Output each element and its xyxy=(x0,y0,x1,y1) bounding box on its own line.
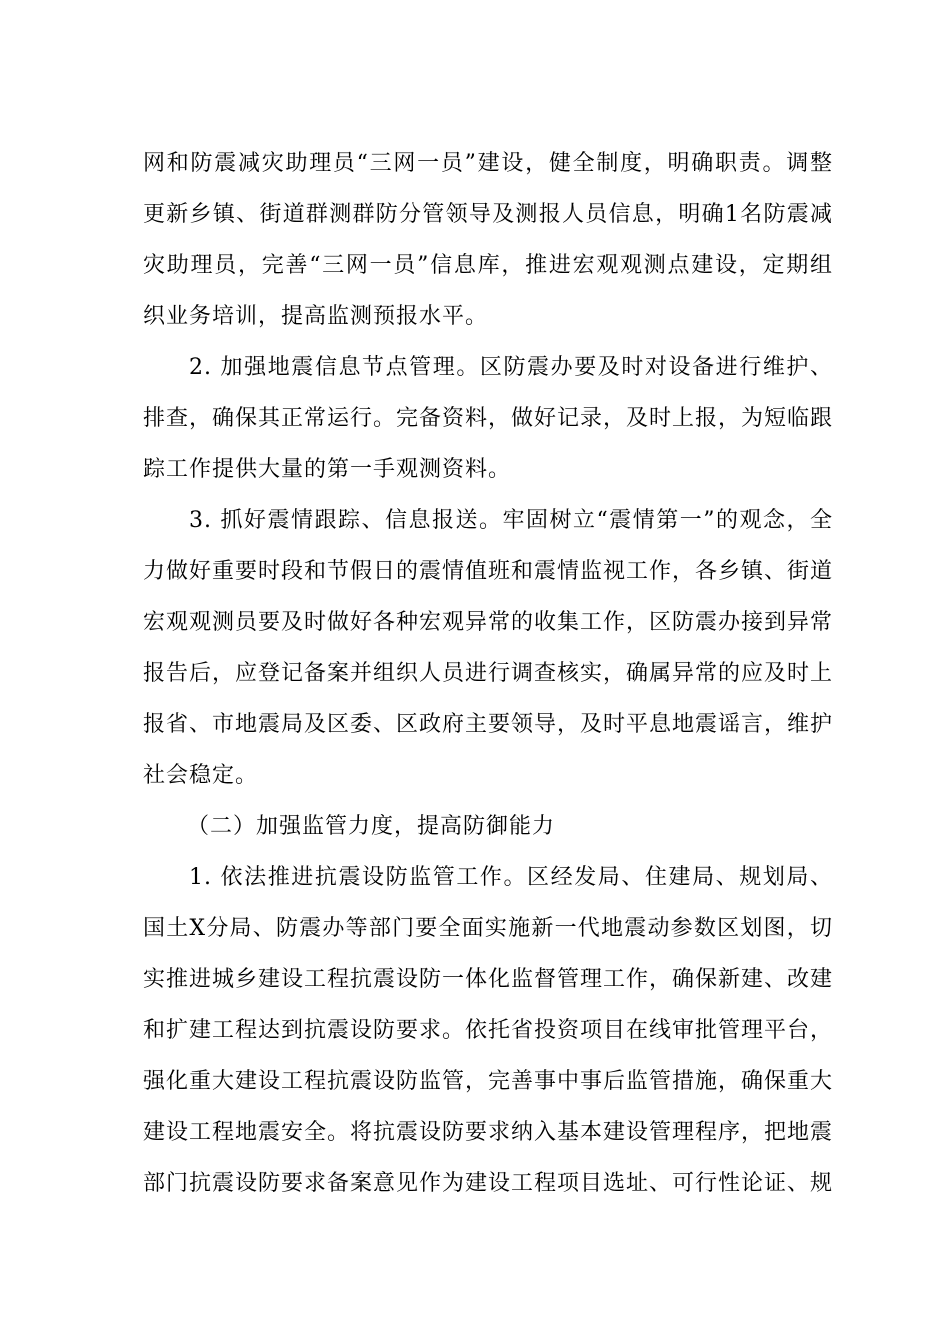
paragraph-item-3: 3. 抓好震情跟踪、信息报送。牢固树立“震情第一”的观念，全力做好重要时段和节假日的震情值班和震情监视工作，各乡镇、街道宏观观测员要及时做好各种宏观异常的收集工作，区防震办接到异常报告后，应登记备案并组织人员进行调查核实，确属异常的应及时上报省、市地震局及区委、区政府主要领导，及时平息地震谣言，维护社会稳定。 xyxy=(143,508,834,788)
paragraph-item-2: 2. 加强地震信息节点管理。区防震办要及时对设备进行维护、排查，确保其正常运行。完备资料，做好记录，及时上报，为短临跟踪工作提供大量的第一手观测资料。 xyxy=(143,355,834,482)
paragraph-item-1: 1. 依法推进抗震设防监管工作。区经发局、住建局、规划局、国土X分局、防震办等部门要全面实施新一代地震动参数区划图，切实推进城乡建设工程抗震设防一体化监督管理工作，确保新建、改建和扩建工程达到抗震设防要求。依托省投资项目在线审批管理平台，强化重大建设工程抗震设防监管，完善事中事后监管措施，确保重大建设工程地震安全。将抗震设防要求纳入基本建设管理程序，把地震部门抗震设防要求备案意见作为建设工程项目选址、可行性论证、规 xyxy=(143,865,834,1196)
section-heading: （二）加强监管力度，提高防御能力 xyxy=(187,814,556,839)
document-body xyxy=(143,138,833,1209)
paragraph-continuation: 网和防震减灾助理员“三网一员”建设，健全制度，明确职责。调整更新乡镇、街道群测群防分管领导及测报人员信息，明确1名防震减灾助理员，完善“三网一员”信息库，推进宏观观测点建设，定期组织业务培训，提高监测预报水平。 xyxy=(143,151,833,329)
